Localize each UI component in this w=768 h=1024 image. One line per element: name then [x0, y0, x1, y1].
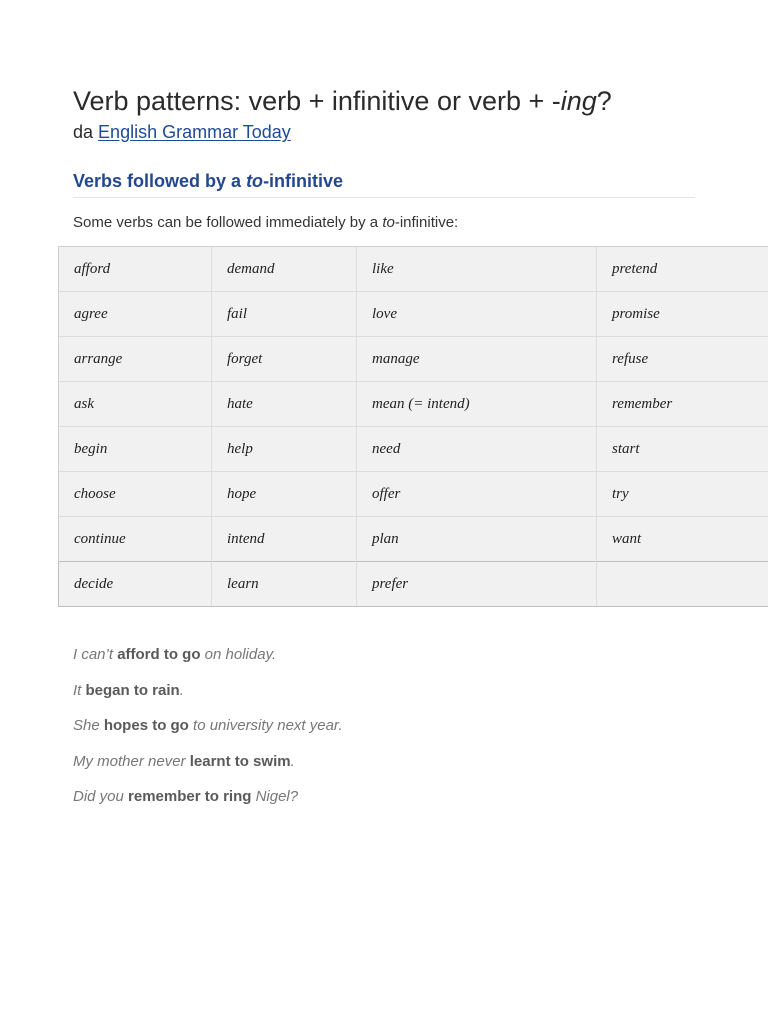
- example-verb-pattern: afford to go: [117, 646, 201, 663]
- verb-cell: learn: [212, 562, 357, 607]
- verb-cell: promise: [597, 292, 768, 337]
- verb-cell: remember: [597, 382, 768, 427]
- table-row: [59, 382, 768, 427]
- example-verb-pattern: hopes to go: [103, 717, 189, 734]
- verb-cell: arrange: [59, 337, 212, 382]
- example-verb-pattern: learnt to swim: [189, 752, 291, 770]
- source-prefix: da: [73, 122, 94, 142]
- table-row: [59, 562, 768, 607]
- example-sentence: [73, 751, 343, 787]
- table-row: [59, 247, 768, 292]
- verb-table: [58, 246, 768, 607]
- table-row: [59, 292, 768, 337]
- example-pre: Did you: [73, 788, 129, 805]
- example-verb-pattern: remember to ring: [128, 788, 252, 805]
- page-title: [73, 84, 612, 118]
- example-pre: My mother never: [73, 752, 190, 770]
- verb-cell: begin: [59, 427, 212, 472]
- intro-suffix: -infinitive:: [394, 214, 459, 231]
- verb-cell: [597, 562, 768, 607]
- verb-cell: choose: [59, 472, 212, 517]
- verb-cell: mean (= intend): [357, 382, 597, 427]
- example-post: .: [290, 752, 295, 770]
- example-post: Nigel?: [251, 788, 299, 805]
- example-post: .: [179, 681, 184, 699]
- verb-cell: continue: [59, 517, 212, 562]
- heading-italic: to: [246, 171, 264, 191]
- section-divider: [73, 197, 695, 198]
- section-heading: [73, 168, 343, 194]
- verb-cell: fail: [212, 292, 357, 337]
- verb-cell: decide: [59, 562, 212, 607]
- example-pre: It: [73, 681, 86, 699]
- example-sentence: [73, 644, 343, 680]
- verb-cell: prefer: [357, 562, 597, 607]
- table-row: [59, 337, 768, 382]
- verb-cell: like: [357, 247, 597, 292]
- example-post: to university next year.: [188, 717, 343, 734]
- table-row: [59, 517, 768, 562]
- verb-cell: try: [597, 472, 768, 517]
- table-row: [59, 427, 768, 472]
- example-pre: She: [73, 717, 104, 734]
- verb-cell: start: [597, 427, 768, 472]
- table-row: [59, 472, 768, 517]
- intro-text: [73, 213, 458, 233]
- verb-cell: demand: [212, 247, 357, 292]
- example-pre: I can’t: [73, 646, 118, 663]
- verb-cell: ask: [59, 382, 212, 427]
- verb-cell: refuse: [597, 337, 768, 382]
- verb-cell: afford: [59, 247, 212, 292]
- source-link[interactable]: English Grammar Today: [98, 122, 291, 142]
- example-sentence: [73, 715, 343, 751]
- intro-prefix: Some verbs can be followed immediately by a: [73, 214, 383, 231]
- title-italic: ing: [560, 86, 597, 116]
- example-list: [73, 644, 343, 822]
- verb-cell: hope: [212, 472, 357, 517]
- verb-cell: intend: [212, 517, 357, 562]
- verb-cell: hate: [212, 382, 357, 427]
- title-main: Verb patterns: verb + infinitive or verb + -: [73, 86, 561, 116]
- verb-cell: want: [597, 517, 768, 562]
- example-sentence: [73, 786, 343, 822]
- example-post: on holiday.: [200, 646, 277, 663]
- heading-prefix: Verbs followed by a: [73, 171, 247, 191]
- verb-cell: pretend: [597, 247, 768, 292]
- heading-suffix: -infinitive: [263, 171, 344, 191]
- verb-cell: forget: [212, 337, 357, 382]
- verb-cell: manage: [357, 337, 597, 382]
- source-line: [73, 120, 291, 144]
- title-end: ?: [596, 86, 612, 116]
- verb-cell: offer: [357, 472, 597, 517]
- example-verb-pattern: began to rain: [85, 681, 180, 699]
- verb-cell: help: [212, 427, 357, 472]
- verb-cell: plan: [357, 517, 597, 562]
- example-sentence: [73, 680, 343, 716]
- verb-cell: agree: [59, 292, 212, 337]
- intro-italic: to: [382, 214, 395, 231]
- verb-cell: love: [357, 292, 597, 337]
- verb-cell: need: [357, 427, 597, 472]
